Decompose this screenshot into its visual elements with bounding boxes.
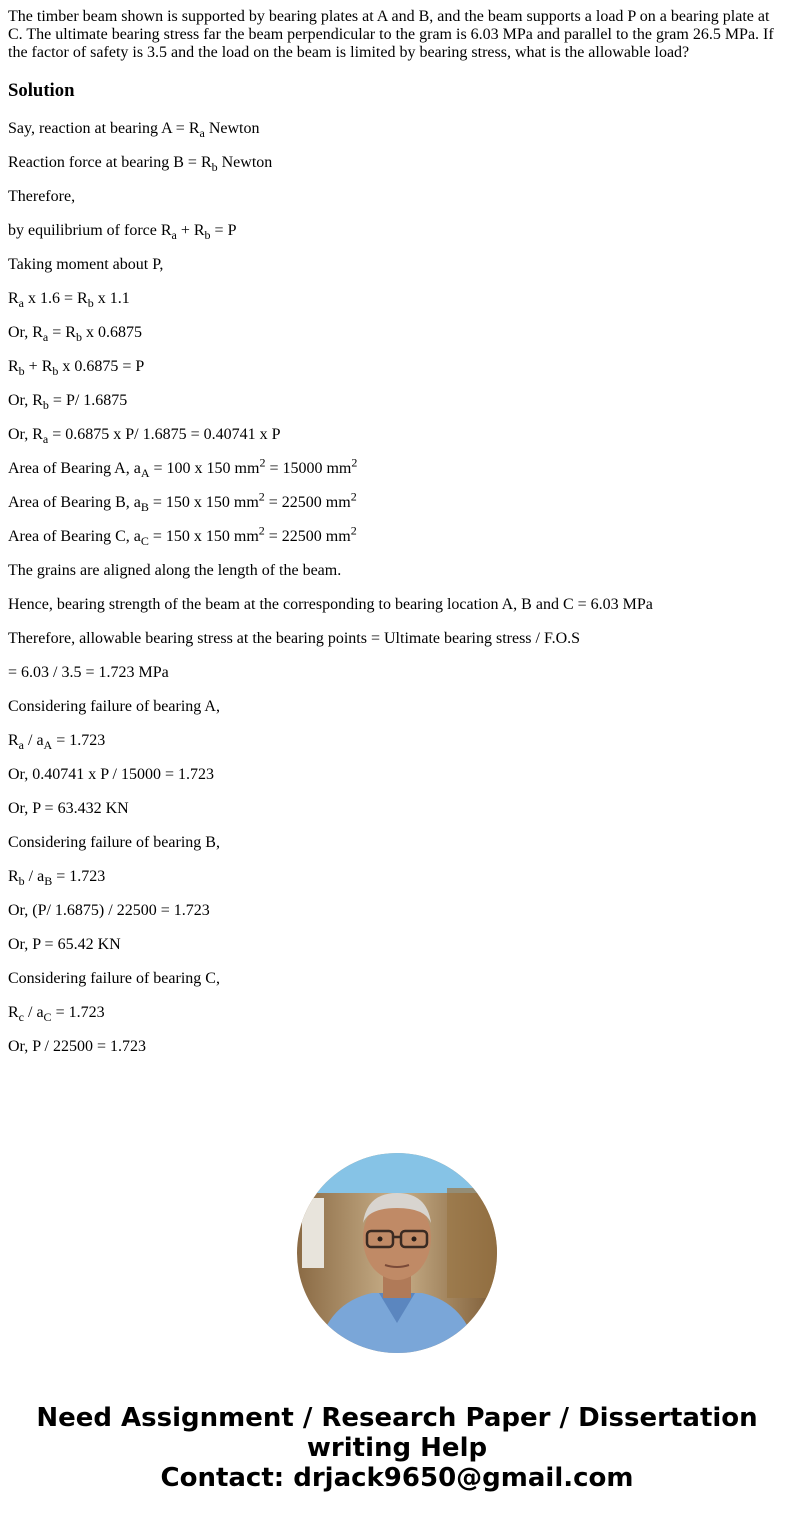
solution-line: $R_b + R_b$ x 0.6875 = P: [8, 358, 145, 379]
solution-line: Or, $R_b = P/$ 1.6875: [8, 392, 128, 413]
solution-line: Hence, bearing strength of the beam at the corresponding to bearing location A, B and C = 6.03 MPa: [8, 596, 653, 613]
banner-line: Need Assignment / Research Paper / Dissertation: [36, 1403, 758, 1433]
solution-line: Considering failure of bearing C,: [8, 970, 220, 987]
solution-line: $R_a$ x $1.6 = R_b$ x 1.1: [8, 290, 130, 311]
solution-line: $R_c / a_C = 1.723$: [8, 1004, 105, 1025]
author-portrait-icon: [297, 1153, 497, 1353]
solution-line: Considering failure of bearing B,: [8, 834, 220, 851]
solution-line: Or, P = 65.42 KN: [8, 936, 121, 953]
solution-line: Therefore, allowable bearing stress at the bearing points = Ultimate bearing stress / F.O.S: [8, 630, 581, 647]
solution-line: Or, 0.40741 x P / 15000 = 1.723: [8, 766, 215, 783]
solution-line: Say, reaction at bearing $A = R_a$ Newton: [8, 120, 260, 141]
solution-line: $R_b / a_B = 1.723$: [8, 868, 106, 889]
solution-line: = 6.03 / 3.5 = 1.723 MPa: [8, 664, 169, 681]
solution-line: Therefore,: [8, 188, 76, 205]
solution-line: $R_a / a_A = 1.723$: [8, 732, 106, 753]
solution-line: Reaction force at bearing $B = R_b$ Newton: [8, 154, 273, 175]
banner-line: writing Help: [306, 1433, 488, 1463]
solution-line: Area of Bearing B, $a_B = 150$ x 150 $mm^2 = 22500$ $mm^2$: [8, 489, 357, 515]
solution-heading: Solution: [8, 80, 75, 101]
solution-line: Or, (P/ 1.6875) / 22500 = 1.723: [8, 902, 210, 919]
contact-email: Contact: drjack9650@gmail.com: [160, 1463, 634, 1493]
solution-line: Considering failure of bearing A,: [8, 698, 220, 715]
solution-line: Taking moment about P,: [8, 256, 164, 273]
solution-document: [8, 0, 786, 1122]
solution-line: Or, P = 63.432 KN: [8, 800, 129, 817]
solution-line: Area of Bearing C, $a_C = 150$ x 150 $mm^2 = 22500$ $mm^2$: [8, 523, 357, 549]
problem-statement: The timber beam shown is supported by bearing plates at A and B, and the beam supports a load P on a bearing plate at C. The ultimate bearing stress far the beam perpendicular to the gram is 6.03 MPa and parallel to the gram 26.5 MPa. If the factor of safety is 3.5 and the load on the beam is limited by bearing stress, what is the allowable load?: [8, 8, 774, 61]
contact-banner: [0, 1403, 794, 1493]
solution-line: Or, P / 22500 = 1.723: [8, 1038, 147, 1055]
solution-line: Or, $R_a = R_b$ x 0.6875: [8, 324, 142, 345]
author-avatar: [297, 1153, 497, 1353]
solution-line: Area of Bearing A, $a_A = 100$ x 150 $mm^2 = 15000$ $mm^2$: [8, 455, 358, 481]
solution-line: by equilibrium of force $R_a + R_b = P$: [8, 222, 237, 243]
solution-line: Or, $R_a = 0.6875$ x P/ 1.6875 = 0.40741 x P: [8, 426, 281, 447]
solution-line: The grains are aligned along the length of the beam.: [8, 562, 342, 579]
